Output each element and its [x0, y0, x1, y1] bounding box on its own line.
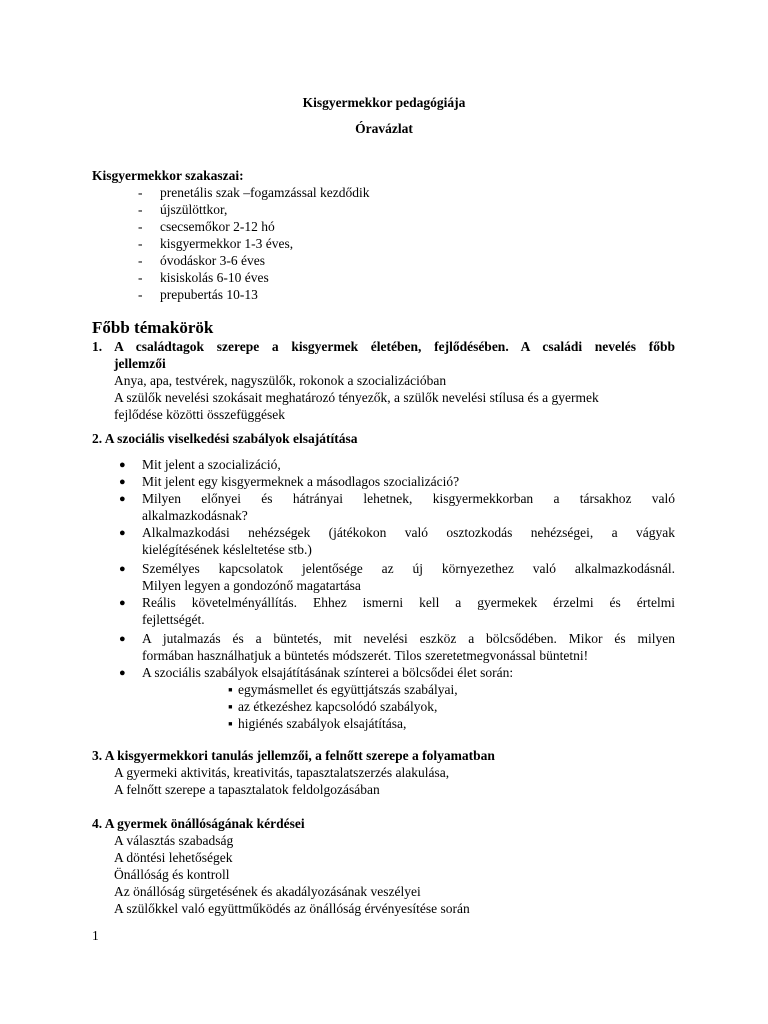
- bullet-icon: ●: [119, 493, 126, 505]
- bullet-item-cont: Milyen legyen a gondozónő magatartása: [142, 578, 361, 593]
- bullet-icon: ●: [119, 563, 126, 575]
- bullet-icon: ●: [119, 476, 126, 488]
- sub-list-item: egymásmellet és együttjátszás szabályai,: [238, 682, 458, 697]
- bullet-item-cont: formában használhatjuk a büntetés módszerét. Tilos szeretetmegvonással büntetni!: [142, 648, 589, 663]
- bullet-item: Mit jelent egy kisgyermeknek a másodlagos szocializáció?: [142, 474, 460, 489]
- topic-4-line: A döntési lehetőségek: [114, 850, 233, 865]
- list-dash: -: [138, 253, 143, 268]
- list-dash: -: [138, 270, 143, 285]
- topic-1-line: A szülők nevelési szokásait meghatározó tényezők, a szülők nevelési stílusa és a gyermek: [114, 390, 599, 405]
- topic-2-title: 2. A szociális viselkedési szabályok elsajátítása: [92, 431, 358, 446]
- bullet-item: Reális követelményállítás. Ehhez ismerni kell a gyermekek érzelmi és értelmi: [142, 595, 675, 610]
- topic-4-line: A választás szabadság: [114, 833, 234, 848]
- topic-1-line: Anya, apa, testvérek, nagyszülők, rokonok a szocializációban: [114, 373, 447, 388]
- topic-3-title: 3. A kisgyermekkori tanulás jellemzői, a felnőtt szerepe a folyamatban: [92, 748, 495, 763]
- topic-4-title: 4. A gyermek önállóságának kérdései: [92, 816, 305, 831]
- bullet-icon: ●: [119, 459, 126, 471]
- sub-list-item: higiénés szabályok elsajátítása,: [238, 716, 407, 731]
- page-number: 1: [92, 928, 99, 943]
- document-title: Kisgyermekkor pedagógiája: [302, 95, 466, 110]
- bullet-icon: ●: [119, 597, 126, 609]
- bullet-item-cont: fejlettségét.: [142, 612, 205, 627]
- stages-heading: Kisgyermekkor szakaszai:: [92, 168, 244, 183]
- topic-3-line: A gyermeki aktivitás, kreativitás, tapasztalatszerzés alakulása,: [114, 765, 450, 780]
- topic-4-line: Önállóság és kontroll: [114, 867, 230, 882]
- bullet-icon: ●: [119, 667, 126, 679]
- list-dash: -: [138, 219, 143, 234]
- list-item: óvodáskor 3-6 éves: [160, 253, 265, 268]
- list-item: csecsemőkor 2-12 hó: [160, 219, 275, 234]
- list-item: prenetális szak –fogamzással kezdődik: [160, 185, 370, 200]
- bullet-item-cont: alkalmazkodásnak?: [142, 508, 248, 523]
- list-dash: -: [138, 185, 143, 200]
- bullet-item: Milyen előnyei és hátrányai lehetnek, kisgyermekkorban a társakhoz való: [142, 491, 675, 506]
- topic-4-line: Az önállóság sürgetésének és akadályozásának veszélyei: [114, 884, 421, 899]
- subitem-marker: ▪: [228, 682, 233, 697]
- bullet-item: Személyes kapcsolatok jelentősége az új környezethez való alkalmazkodásnál.: [142, 561, 675, 576]
- list-dash: -: [138, 287, 143, 302]
- bullet-icon: ●: [119, 527, 126, 539]
- list-item: kisiskolás 6-10 éves: [160, 270, 269, 285]
- topic-4-line: A szülőkkel való együttműködés az önállóság érvényesítése során: [114, 901, 470, 916]
- subitem-marker: ▪: [228, 716, 233, 731]
- bullet-item: A jutalmazás és a büntetés, mit nevelési eszköz a bölcsődében. Mikor és milyen: [142, 631, 675, 646]
- list-item: prepubertás 10-13: [160, 287, 258, 302]
- topic-3-line: A felnőtt szerepe a tapasztalatok feldolgozásában: [114, 782, 380, 797]
- list-dash: -: [138, 236, 143, 251]
- topics-heading: Főbb témakörök: [92, 318, 214, 337]
- bullet-item: A szociális szabályok elsajátításának színterei a bölcsődei élet során:: [142, 665, 514, 680]
- document-subtitle: Óravázlat: [355, 121, 413, 136]
- bullet-item: Mit jelent a szocializáció,: [142, 457, 281, 472]
- list-dash: -: [138, 202, 143, 217]
- topic-1-line: fejlődése közötti összefüggések: [114, 407, 285, 422]
- topic-1-title: 1. A családtagok szerepe a kisgyermek életében, fejlődésében. A családi nevelés főbb: [92, 339, 675, 354]
- sub-list-item: az étkezéshez kapcsolódó szabályok,: [238, 699, 438, 714]
- bullet-item-cont: kielégítésének késleltetése stb.): [142, 542, 312, 557]
- list-item: újszülöttkor,: [160, 202, 228, 217]
- topic-1-title-cont: jellemzői: [114, 356, 166, 371]
- bullet-icon: ●: [119, 633, 126, 645]
- bullet-item: Alkalmazkodási nehézségek (játékokon való osztozkodás nehézségei, a vágyak: [142, 525, 675, 540]
- list-item: kisgyermekkor 1-3 éves,: [160, 236, 294, 251]
- subitem-marker: ▪: [228, 699, 233, 714]
